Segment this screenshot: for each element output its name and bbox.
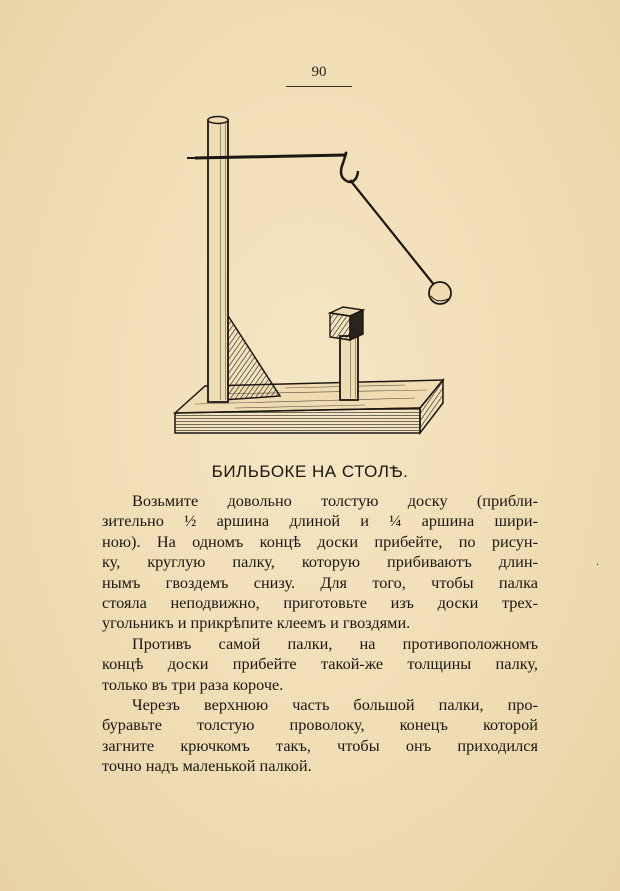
paragraph xyxy=(102,491,538,634)
body-text xyxy=(102,491,538,777)
text-line: точно надъ маленькой палкой. xyxy=(102,756,312,776)
text-line: угольникъ и прикрѣпите клеемъ и гвоздями. xyxy=(102,613,411,633)
text-line: Возьмите довольно толстую доску (прибли- xyxy=(132,491,538,510)
text-line: ку, круглую палку, которую прибиваютъ длин- xyxy=(102,552,538,572)
text-line: загните крючкомъ такъ, чтобы онъ приходился xyxy=(102,735,538,755)
text-line: зительно ½ аршина длиной и ¼ аршина шири- xyxy=(102,511,538,531)
margin-mark: · xyxy=(596,560,600,571)
text-line: Противъ самой палки, на противоположномъ xyxy=(132,633,538,653)
text-line: концѣ доски прибейте такой-же толщины палку, xyxy=(102,654,538,674)
page-number: 90 xyxy=(311,64,327,80)
paragraph xyxy=(102,634,538,695)
paragraph xyxy=(102,695,538,777)
triangle-brace xyxy=(223,308,280,400)
cube-front xyxy=(330,313,350,340)
string xyxy=(350,180,435,286)
text-line: только въ три раза короче. xyxy=(102,674,284,694)
section-heading: БИЛЬБОКЕ НА СТОЛѢ. xyxy=(211,462,409,481)
cube-side xyxy=(350,310,363,340)
text-line: стояла неподвижно, приготовьте изъ доски трех- xyxy=(102,593,538,613)
board-front xyxy=(175,408,420,433)
page-number-rule xyxy=(286,86,352,87)
text-line: нымъ гвоздемъ снизу. Для того, чтобы палка xyxy=(102,572,538,592)
text-line: Черезъ верхнюю часть большой палки, про- xyxy=(132,695,538,715)
bilboquet-illustration xyxy=(165,108,455,438)
text-line: ною). На одномъ концѣ доски прибейте, по рисун- xyxy=(102,531,538,551)
text-line: буравьте толстую проволоку, конецъ которой xyxy=(102,715,538,735)
